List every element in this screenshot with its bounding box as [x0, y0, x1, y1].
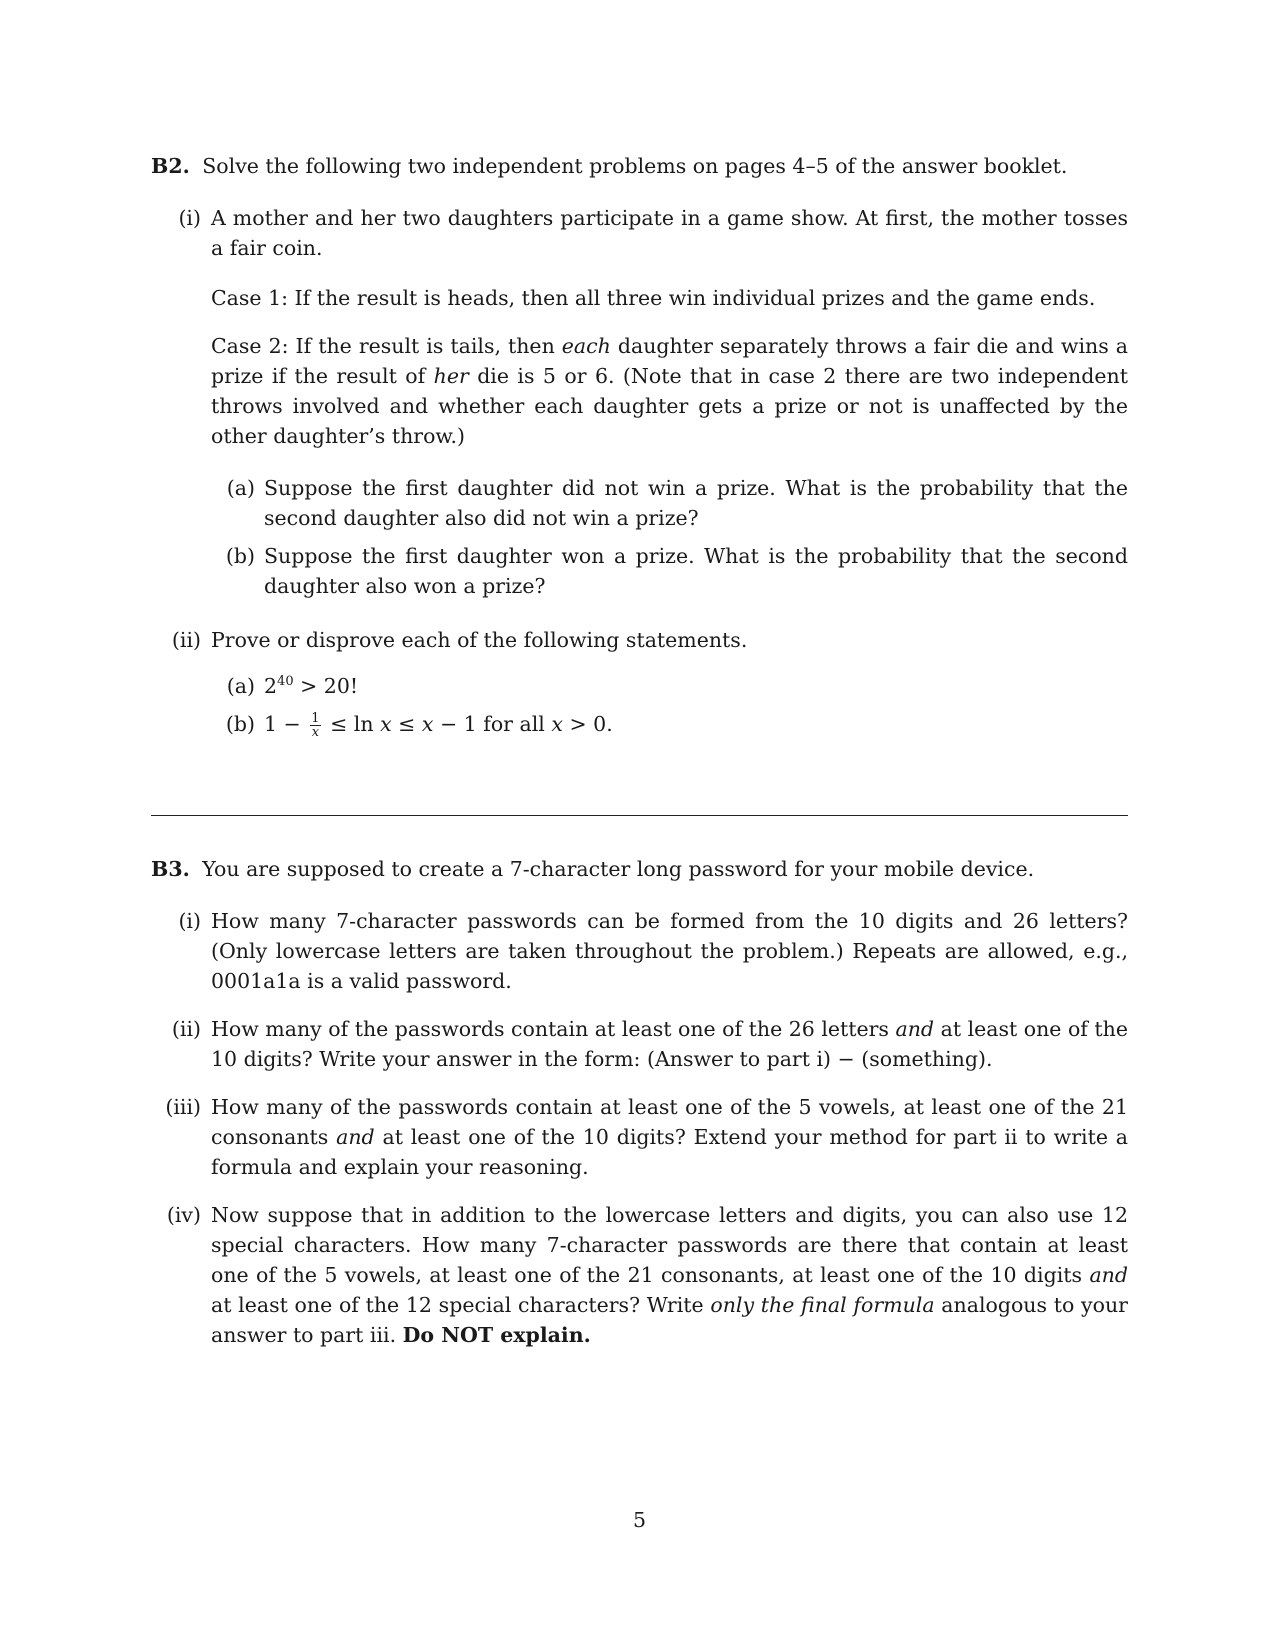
b3-part-iii-text-a: How many of the passwords contain at least one of the 5 vowels, at least one of the 21 consonants: [211, 1095, 1128, 1149]
case2-text-a: Case 2: If the result is tails, then: [211, 334, 555, 358]
b3-part-ii-text-b: at least one of the 10 digits? Write your answer in the form: (Answer to part i) − (something).: [211, 1017, 1128, 1071]
b3-part-ii-and: and: [895, 1017, 935, 1041]
b2-label: B2.: [151, 154, 190, 178]
b3-label: B3.: [151, 857, 190, 881]
b2-intro: Solve the following two independent problems on pages 4–5 of the answer booklet.: [202, 154, 1068, 178]
b2-ii-sub-a-number: (a): [226, 674, 255, 698]
power-base: 2: [264, 674, 278, 698]
fraction-one-over-x: [310, 712, 320, 739]
power-exponent: 40: [277, 674, 294, 690]
b3-heading: [151, 854, 1128, 884]
b3-part-iv: [151, 1200, 1128, 1350]
var-x-2: x: [421, 712, 434, 736]
b3-part-iii-text-b: at least one of the 10 digits? Extend your method for part ii to write a formula and explain your reasoning.: [211, 1125, 1128, 1179]
problem-b3: [151, 854, 1128, 1350]
b2-part-i: [151, 203, 1128, 263]
b3-part-iii-and: and: [336, 1125, 375, 1149]
var-x-1: x: [380, 712, 392, 736]
b2-case-2: [151, 331, 1128, 451]
b2-heading: [151, 151, 1128, 181]
case2-her: her: [433, 364, 469, 388]
var-x-3: x: [551, 712, 563, 736]
b3-part-iv-text-c: analogous to your answer to part iii.: [211, 1293, 1128, 1347]
section-divider: [151, 815, 1128, 816]
b3-part-ii-text-a: How many of the passwords contain at least one of the 26 letters: [211, 1017, 889, 1041]
b2-i-sub-b-text: Suppose the first daughter won a prize. What is the probability that the second daughter also won a prize?: [264, 544, 1128, 598]
problem-b2: [151, 151, 1128, 739]
b3-part-iv-and: and: [1089, 1263, 1128, 1287]
page-number: 5: [632, 1508, 647, 1532]
b3-part-iv-text-b: at least one of the 12 special characters? Write: [211, 1293, 704, 1317]
case2-each: each: [561, 334, 611, 358]
b2-ii-sub-a: [151, 671, 1128, 701]
b2-i-sub-a-number: (a): [226, 476, 255, 500]
case2-text-c: die is 5 or 6. (Note that in case 2 there are two independent throws involved and whether each daughter gets a prize or not is unaffected by the other daughter’s throw.): [211, 364, 1128, 448]
b2-ii-sub-b: [151, 709, 1128, 739]
b3-part-iv-do-not-explain: Do NOT explain.: [402, 1323, 591, 1347]
b3-part-iv-only-final-formula: only the final formula: [710, 1293, 935, 1317]
b2-part-i-text: A mother and her two daughters participate in a game show. At first, the mother tosses a fair coin.: [211, 206, 1128, 260]
b2-case-1: Case 1: If the result is heads, then all three win individual prizes and the game ends.: [211, 286, 1096, 310]
fraction-numerator: 1: [311, 711, 320, 726]
leq: ≤: [398, 712, 416, 736]
b2-part-ii-number: (ii): [171, 628, 201, 652]
b3-part-iv-number: (iv): [166, 1203, 201, 1227]
b2-part-ii: [151, 625, 1128, 655]
b3-part-i-number: (i): [178, 909, 201, 933]
b2-i-sub-a: [151, 473, 1128, 533]
b2-i-sub-b-number: (b): [225, 544, 255, 568]
b3-part-iii-number: (iii): [165, 1095, 201, 1119]
b3-part-i-text: How many 7-character passwords can be formed from the 10 digits and 26 letters? (Only lowercase letters are taken throughout the problem.) Repeats are allowed, e.g., 0001a1a is a valid password.: [211, 909, 1128, 993]
b3-part-i: [151, 906, 1128, 996]
b2-part-i-number: (i): [178, 206, 201, 230]
b3-part-iii: [151, 1092, 1128, 1182]
fraction-denominator: x: [311, 725, 320, 740]
greater-than-zero: > 0.: [569, 712, 613, 736]
case2-text-b: daughter separately throws a fair die and wins a prize if the result of: [211, 334, 1128, 388]
b3-part-ii: [151, 1014, 1128, 1074]
one-minus: 1 −: [264, 712, 301, 736]
minus-one-for-all: − 1 for all: [439, 712, 545, 736]
b3-intro: You are supposed to create a 7-character long password for your mobile device.: [202, 857, 1035, 881]
b2-part-ii-text: Prove or disprove each of the following statements.: [211, 628, 748, 652]
b3-part-ii-number: (ii): [171, 1017, 201, 1041]
inequality-rest: > 20!: [293, 674, 359, 698]
b3-part-iv-text-a: Now suppose that in addition to the lowercase letters and digits, you can also use 12 special characters. How many 7-character passwords are there that contain at least one of the 5 vowels, at least one of the 21 consonants, at least one of the 10 digits: [211, 1203, 1128, 1287]
b2-i-sub-a-text: Suppose the first daughter did not win a prize. What is the probability that the second daughter also did not win a prize?: [264, 476, 1128, 530]
exam-page: [151, 0, 1128, 1651]
b2-ii-sub-b-number: (b): [225, 712, 255, 736]
leq-ln: ≤ ln: [330, 712, 374, 736]
b2-i-sub-b: [151, 541, 1128, 601]
